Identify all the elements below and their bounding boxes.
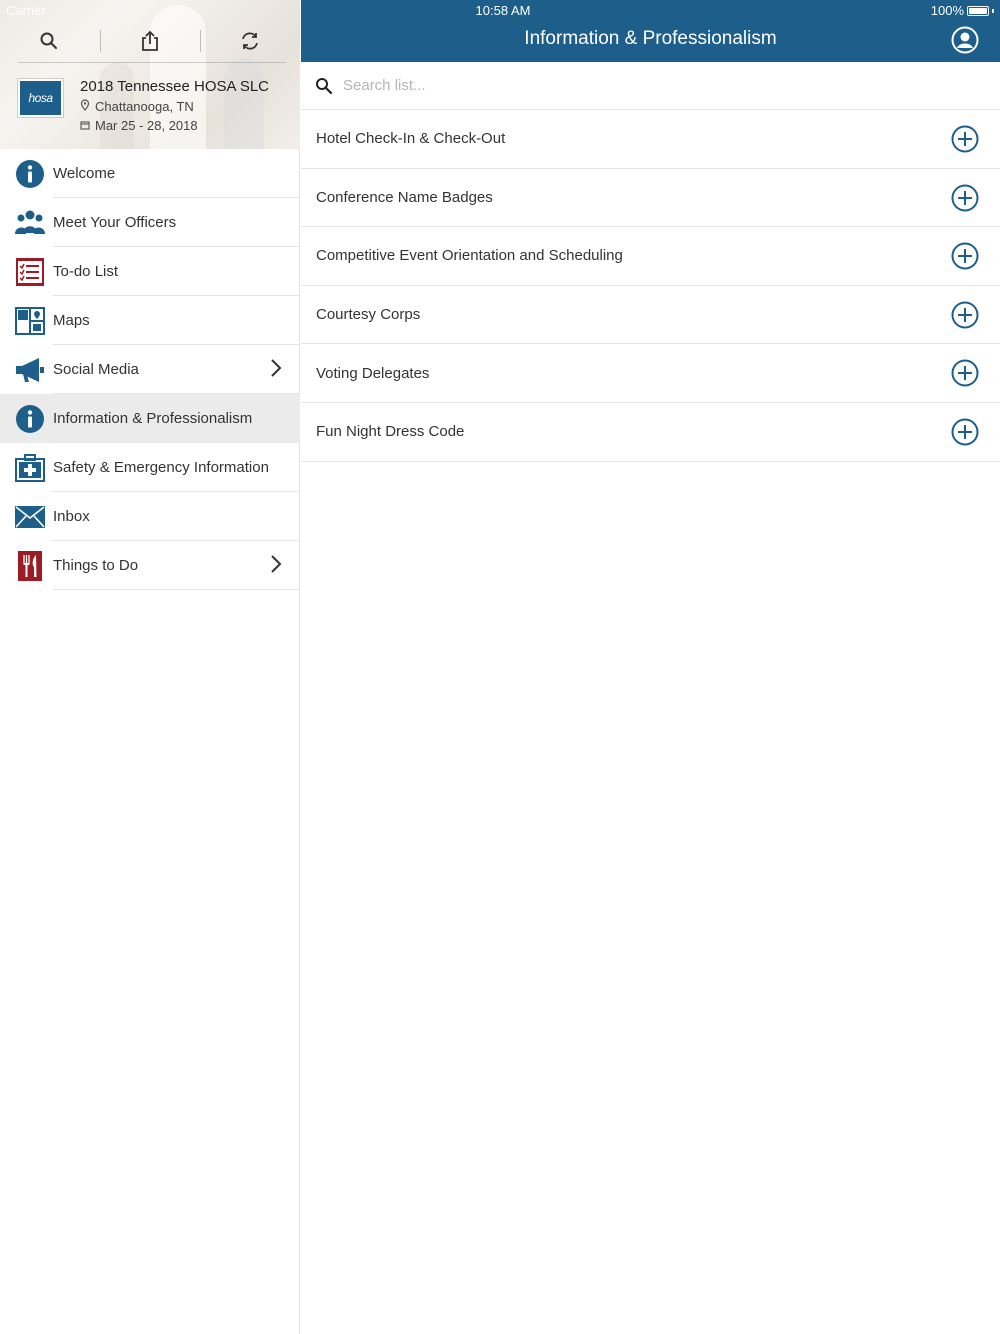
location-pin-icon <box>80 99 90 114</box>
plus-circle-icon[interactable] <box>951 418 979 446</box>
sidebar-item-inbox[interactable] <box>0 492 300 541</box>
list-item[interactable] <box>301 169 1000 228</box>
sidebar-item-label: Inbox <box>53 508 90 525</box>
battery-percent: 100% <box>930 3 964 18</box>
sidebar-item-welcome[interactable] <box>0 149 300 198</box>
sidebar-item-label: Social Media <box>53 361 139 378</box>
sidebar-nav <box>0 149 300 590</box>
refresh-icon[interactable] <box>235 26 265 56</box>
event-dates <box>80 118 198 133</box>
sidebar-item-label: Welcome <box>53 165 116 182</box>
sidebar-item-to-do-list[interactable] <box>0 247 300 296</box>
share-icon[interactable] <box>135 26 165 56</box>
checklist-icon <box>14 256 46 288</box>
list-item-label: Fun Night Dress Code <box>316 423 465 441</box>
list-item[interactable] <box>301 110 1000 169</box>
page-title: Information & Professionalism <box>524 28 777 49</box>
event-location <box>80 99 194 114</box>
envelope-icon <box>14 501 46 533</box>
list-item[interactable] <box>301 344 1000 403</box>
plus-circle-icon[interactable] <box>951 359 979 387</box>
sidebar <box>0 0 300 1334</box>
people-icon <box>14 207 46 239</box>
megaphone-icon <box>14 354 46 386</box>
plus-circle-icon[interactable] <box>951 184 979 212</box>
plus-circle-icon[interactable] <box>951 242 979 270</box>
calendar-icon <box>80 118 90 133</box>
plus-circle-icon[interactable] <box>951 301 979 329</box>
event-title: 2018 Tennessee HOSA SLC <box>80 78 270 95</box>
search-icon <box>315 77 333 95</box>
sidebar-item-label: Meet Your Officers <box>53 214 177 231</box>
event-header <box>0 0 300 149</box>
search-icon[interactable] <box>34 26 64 56</box>
battery-icon <box>967 6 989 16</box>
info-list <box>301 110 1000 462</box>
list-item-label: Voting Delegates <box>316 364 430 382</box>
main-panel <box>301 0 1000 1334</box>
sidebar-item-social-media[interactable] <box>0 345 300 394</box>
event-location-text: Chattanooga, TN <box>95 99 194 114</box>
list-item[interactable] <box>301 403 1000 462</box>
sidebar-item-information-professionalism[interactable] <box>0 394 300 443</box>
event-dates-text: Mar 25 - 28, 2018 <box>95 118 198 133</box>
list-item-label: Competitive Event Orientation and Scheduling <box>316 247 623 265</box>
search-input[interactable] <box>343 77 943 94</box>
list-item[interactable] <box>301 286 1000 345</box>
sidebar-item-label: Maps <box>53 312 90 329</box>
sidebar-item-label: Safety & Emergency Information <box>53 459 269 476</box>
chevron-right-icon <box>264 552 288 576</box>
top-navigation-bar <box>301 0 1000 62</box>
sidebar-item-label: To-do List <box>53 263 119 280</box>
chevron-right-icon <box>264 356 288 380</box>
plus-circle-icon[interactable] <box>951 125 979 153</box>
info-icon <box>14 158 46 190</box>
carrier-label: Carrier <box>6 3 46 18</box>
dining-icon <box>14 550 46 582</box>
map-icon <box>14 305 46 337</box>
status-time: 10:58 AM <box>475 3 531 18</box>
search-bar <box>301 62 1000 110</box>
list-item-label: Hotel Check-In & Check-Out <box>316 130 506 148</box>
list-item[interactable] <box>301 227 1000 286</box>
sidebar-item-meet-your-officers[interactable] <box>0 198 300 247</box>
event-logo: hosa <box>18 79 63 117</box>
sidebar-item-label: Information & Professionalism <box>53 410 253 427</box>
profile-icon[interactable] <box>951 26 979 54</box>
sidebar-item-label: Things to Do <box>53 557 139 574</box>
battery-status <box>931 3 994 18</box>
list-item-label: Courtesy Corps <box>316 306 421 324</box>
first-aid-icon <box>14 452 46 484</box>
sidebar-item-things-to-do[interactable] <box>0 541 300 590</box>
info-icon <box>14 403 46 435</box>
list-item-label: Conference Name Badges <box>316 188 493 206</box>
sidebar-item-maps[interactable] <box>0 296 300 345</box>
sidebar-item-safety-emergency[interactable] <box>0 443 300 492</box>
